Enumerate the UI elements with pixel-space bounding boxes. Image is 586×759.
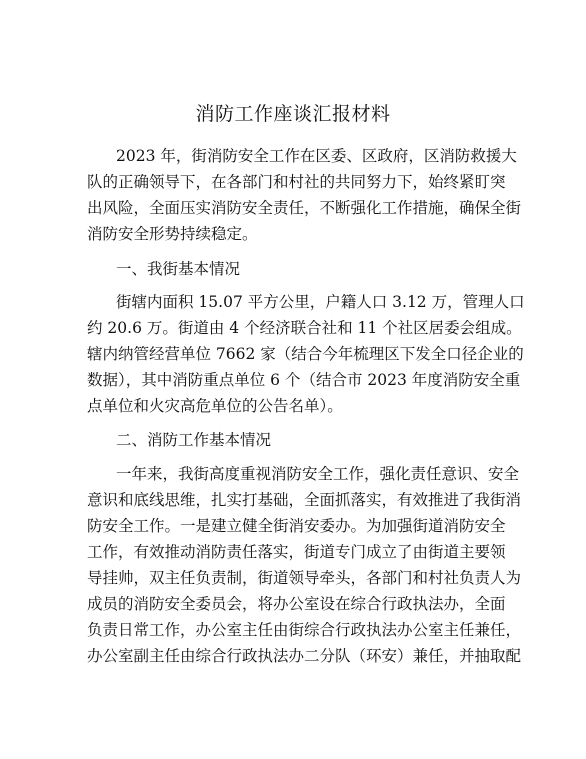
section2-line: 办公室副主任由综合行政执法办二分队（环安）兼任，并抽取配 bbox=[87, 647, 522, 665]
intro-line: 队的正确领导下，在各部门和村社的共同努力下，始终紧盯突 bbox=[87, 173, 506, 191]
section2-line: 意识和底线思维，扎实打基础，全面抓落实，有效推进了我街消 bbox=[87, 491, 522, 509]
section2-line: 一年来，我街高度重视消防安全工作，强化责任意识、安全 bbox=[116, 465, 520, 483]
section2-line: 成员的消防安全委员会，将办公室设在综合行政执法办，全面 bbox=[87, 595, 506, 613]
section2-line: 负责日常工作，办公室主任由街综合行政执法办公室主任兼任， bbox=[87, 621, 522, 639]
section1-line: 辖内纳管经营单位 7662 家（结合今年梳理区下发全口径企业的 bbox=[87, 345, 524, 363]
intro-line: 消防安全形势持续稳定。 bbox=[87, 225, 258, 243]
document-title: 消防工作座谈汇报材料 bbox=[195, 103, 391, 125]
section1-line: 点单位和火灾高危单位的公告名单）。 bbox=[87, 397, 343, 415]
intro-line: 2023 年，街消防安全工作在区委、区政府，区消防救援大 bbox=[116, 147, 517, 165]
section-heading-fire-work: 二、消防工作基本情况 bbox=[116, 431, 272, 449]
section1-line: 街辖内面积 15.07 平方公里，户籍人口 3.12 万，管理人口 bbox=[116, 293, 525, 311]
section1-line: 数据），其中消防重点单位 6 个（结合市 2023 年度消防安全重 bbox=[87, 371, 521, 389]
section-heading-basic-info: 一、我街基本情况 bbox=[116, 260, 241, 278]
section1-line: 约 20.6 万。街道由 4 个经济联合社和 11 个社区居委会组成。 bbox=[87, 319, 522, 337]
intro-line: 出风险，全面压实消防安全责任，不断强化工作措施，确保全街 bbox=[87, 199, 522, 217]
section2-line: 工作，有效推动消防责任落实，街道专门成立了由街道主要领 bbox=[87, 543, 506, 561]
section2-line: 导挂帅，双主任负责制，街道领导牵头，各部门和村社负责人为 bbox=[87, 569, 522, 587]
section2-line: 防安全工作。一是建立健全街消安委办。为加强街道消防安全 bbox=[87, 517, 506, 535]
